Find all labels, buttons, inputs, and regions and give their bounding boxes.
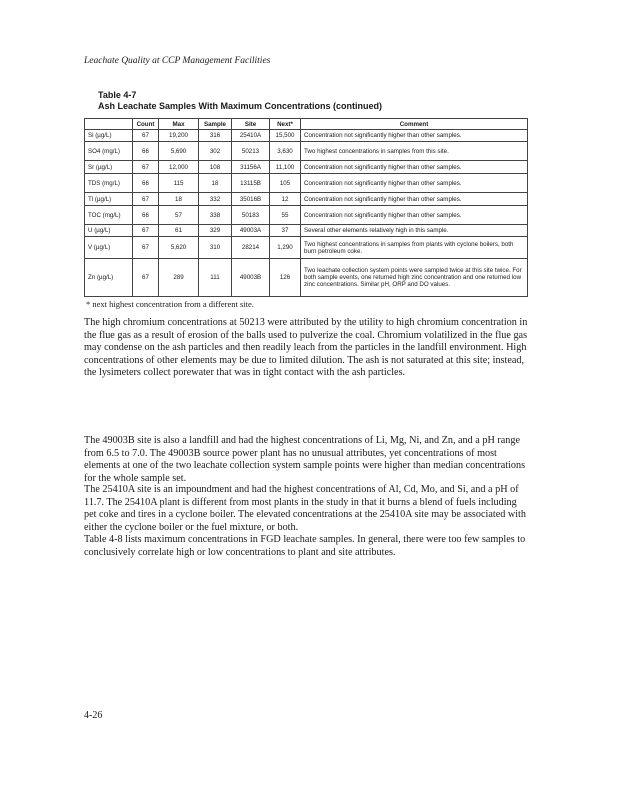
site-cell: 50183 — [232, 206, 270, 225]
body-paragraph: The 25410A site is an impoundment and had the highest concentrations of Al, Cd, Mo, and Si, and a pH of 11.7. The 25410A plant is different from most plants in the study in that it burns a blend of fuels including pet coke and tires in a cyclone boiler. The elevated concentrations at the 25410A site may be associated with either the cyclone boiler or the fuel mixture, or both. — [84, 484, 526, 533]
count-cell: 66 — [133, 206, 159, 225]
column-header: Max — [159, 119, 199, 130]
max-cell: 5,690 — [159, 142, 199, 161]
max-cell: 289 — [159, 259, 199, 297]
comment-cell: Concentration not significantly higher than other samples. — [301, 193, 528, 206]
count-cell: 67 — [133, 225, 159, 237]
table-row — [85, 259, 528, 297]
table-row — [85, 142, 528, 161]
comment-cell: Concentration not significantly higher than other samples. — [301, 174, 528, 193]
comment-cell: Two highest concentrations in samples from plants with cyclone boilers, both burn petroleum coke. — [301, 237, 528, 259]
next-cell: 11,100 — [270, 161, 301, 174]
table-row — [85, 174, 528, 193]
site-cell: 50213 — [232, 142, 270, 161]
next-cell: 3,630 — [270, 142, 301, 161]
table-footnote: * next highest concentration from a different site. — [86, 299, 254, 309]
comment-cell: Concentration not significantly higher than other samples. — [301, 161, 528, 174]
column-header: Site — [232, 119, 270, 130]
next-cell: 126 — [270, 259, 301, 297]
site-cell: 49003A — [232, 225, 270, 237]
element-cell: Si (µg/L) — [85, 130, 133, 142]
sample-cell: 18 — [199, 174, 232, 193]
count-cell: 66 — [133, 174, 159, 193]
next-cell: 55 — [270, 206, 301, 225]
element-cell: Tl (µg/L) — [85, 193, 133, 206]
max-cell: 61 — [159, 225, 199, 237]
element-cell: Sr (µg/L) — [85, 161, 133, 174]
ash-leachate-table — [84, 118, 528, 297]
count-cell: 67 — [133, 259, 159, 297]
count-cell: 67 — [133, 193, 159, 206]
element-cell: U (µg/L) — [85, 225, 133, 237]
count-cell: 66 — [133, 142, 159, 161]
site-cell: 13115B — [232, 174, 270, 193]
comment-cell: Concentration not significantly higher than other samples. — [301, 206, 528, 225]
body-paragraph: The 49003B site is also a landfill and had the highest concentrations of Li, Mg, Ni, and Zn, and a pH range from 6.5 to 7.0. The 49003B source power plant has no unusual attributes, yet concentrations of most elements at one of the two leachate collection system sample points were higher than median concentrations for the whole sample set. — [84, 435, 526, 484]
page-number: 4-26 — [84, 710, 103, 721]
comment-cell: Two highest concentrations in samples from this site. — [301, 142, 528, 161]
element-cell: V (µg/L) — [85, 237, 133, 259]
sample-cell: 329 — [199, 225, 232, 237]
element-cell: TDS (mg/L) — [85, 174, 133, 193]
count-cell: 67 — [133, 130, 159, 142]
next-cell: 37 — [270, 225, 301, 237]
sample-cell: 338 — [199, 206, 232, 225]
table-row — [85, 193, 528, 206]
table-title: Ash Leachate Samples With Maximum Concentrations (continued) — [98, 101, 382, 111]
next-cell: 105 — [270, 174, 301, 193]
sample-cell: 108 — [199, 161, 232, 174]
site-cell: 28214 — [232, 237, 270, 259]
column-header: Count — [133, 119, 159, 130]
next-cell: 15,500 — [270, 130, 301, 142]
table-row — [85, 237, 528, 259]
element-cell: SO4 (mg/L) — [85, 142, 133, 161]
next-cell: 12 — [270, 193, 301, 206]
element-cell: Zn (µg/L) — [85, 259, 133, 297]
count-cell: 67 — [133, 237, 159, 259]
sample-cell: 302 — [199, 142, 232, 161]
sample-cell: 111 — [199, 259, 232, 297]
max-cell: 18 — [159, 193, 199, 206]
max-cell: 5,620 — [159, 237, 199, 259]
sample-cell: 332 — [199, 193, 232, 206]
running-header: Leachate Quality at CCP Management Facilities — [84, 56, 271, 66]
table-row — [85, 130, 528, 142]
table-header-row — [85, 119, 528, 130]
max-cell: 12,000 — [159, 161, 199, 174]
element-cell: TOC (mg/L) — [85, 206, 133, 225]
max-cell: 57 — [159, 206, 199, 225]
site-cell: 35016B — [232, 193, 270, 206]
body-paragraph: Table 4-8 lists maximum concentrations in FGD leachate samples. In general, there were too few samples to conclusively correlate high or low concentrations to plant and site attributes. — [84, 534, 526, 558]
column-header: Sample — [199, 119, 232, 130]
column-header: Next* — [270, 119, 301, 130]
count-cell: 67 — [133, 161, 159, 174]
site-cell: 25410A — [232, 130, 270, 142]
column-header: Comment — [301, 119, 528, 130]
sample-cell: 316 — [199, 130, 232, 142]
body-paragraph: The high chromium concentrations at 50213 were attributed by the utility to high chromium concentration in the flue gas as a result of erosion of the balls used to pulverize the coal. Chromium volatilized in the flue gas may condense on the ash particles and then readily leach from the particles in the landfill environment. High concentrations of other elements may be due to limited dilution. The ash is not saturated at this site; instead, the lysimeters collect porewater that was in tight contact with the ash particles. — [84, 317, 528, 379]
table-row — [85, 225, 528, 237]
table-label: Table 4-7 — [98, 90, 137, 100]
sample-cell: 310 — [199, 237, 232, 259]
column-header — [85, 119, 133, 130]
table-row — [85, 161, 528, 174]
site-cell: 49003B — [232, 259, 270, 297]
comment-cell: Two leachate collection system points were sampled twice at this site twice. For both sample events, one returned high zinc concentration and one returned low zinc concentrations. Similar pH, ORP and DO values. — [301, 259, 528, 297]
site-cell: 31156A — [232, 161, 270, 174]
next-cell: 1,290 — [270, 237, 301, 259]
max-cell: 115 — [159, 174, 199, 193]
max-cell: 19,200 — [159, 130, 199, 142]
comment-cell: Several other elements relatively high in this sample. — [301, 225, 528, 237]
table-caption — [98, 90, 382, 112]
comment-cell: Concentration not significantly higher than other samples. — [301, 130, 528, 142]
table-row — [85, 206, 528, 225]
